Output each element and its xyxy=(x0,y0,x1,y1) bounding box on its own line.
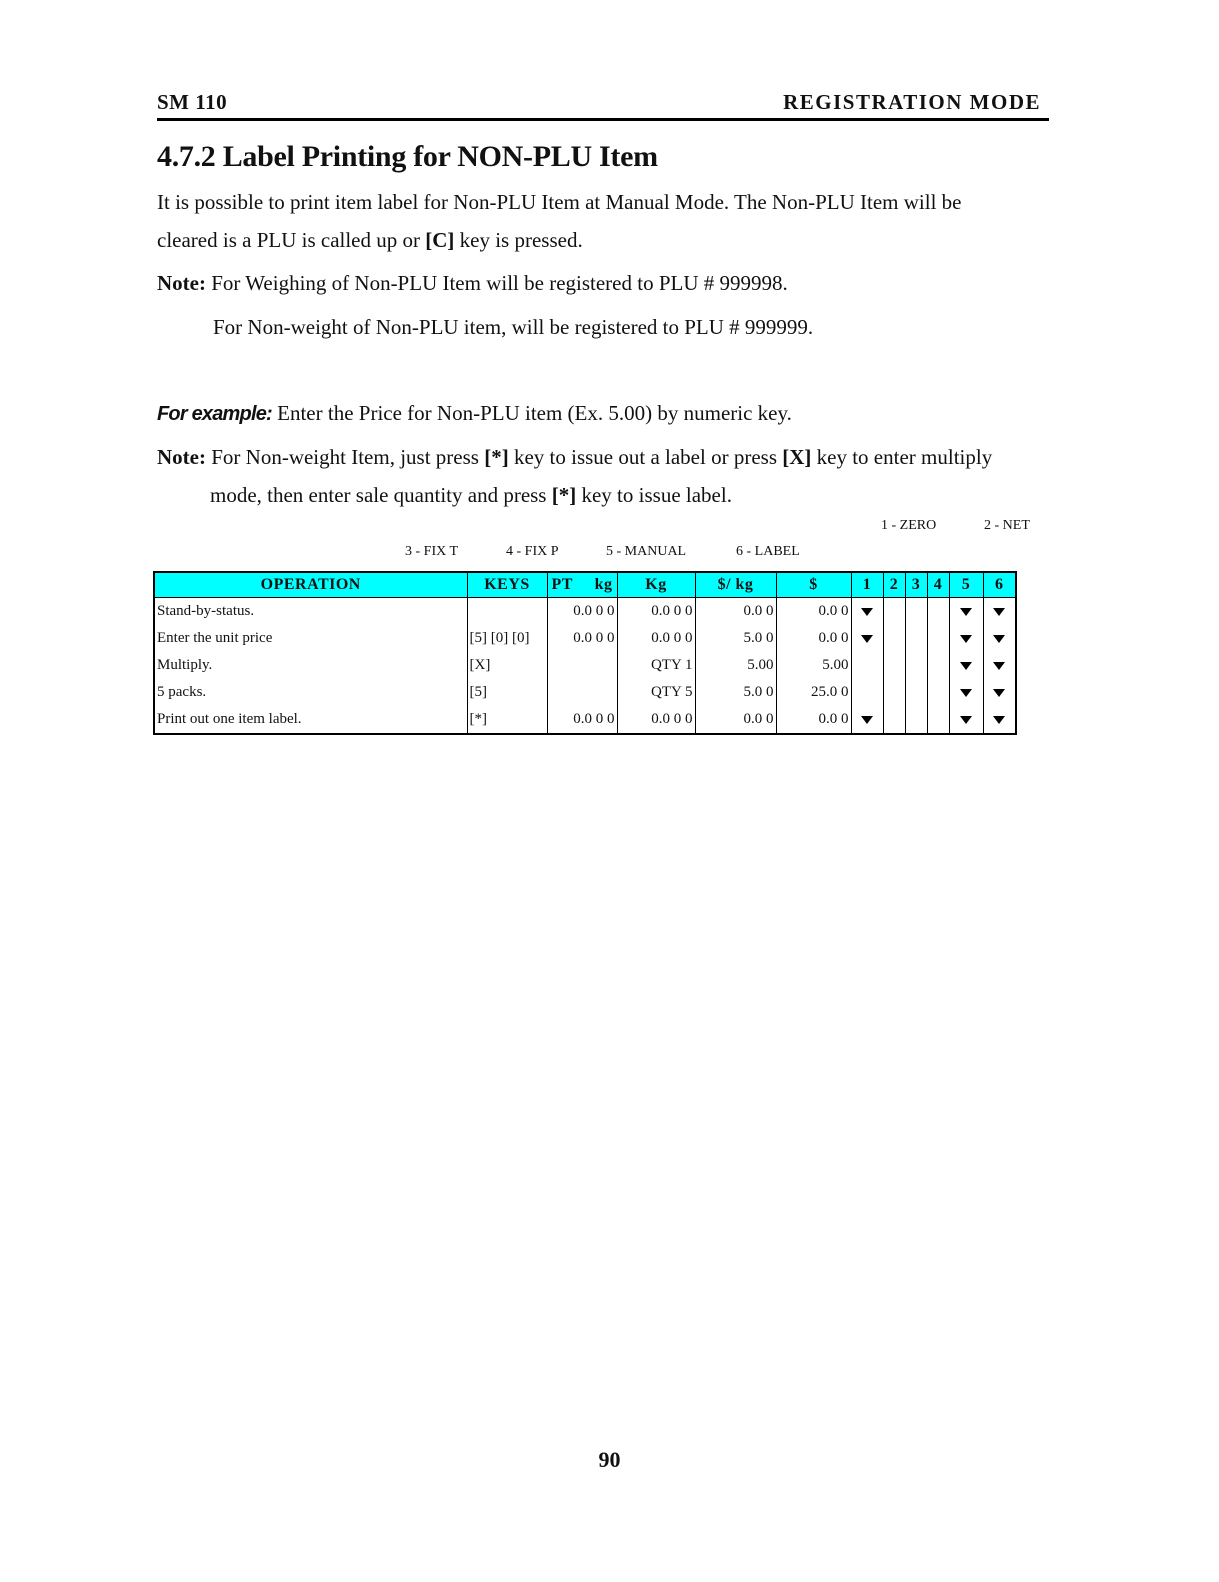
key-x: [X] xyxy=(782,445,812,469)
col-pt xyxy=(547,572,617,598)
pt-cell: 0.0 0 0 xyxy=(547,706,617,734)
kg-cell: 0.0 0 0 xyxy=(617,706,695,734)
triangle-down-icon xyxy=(993,608,1005,616)
kg-cell: QTY 1 xyxy=(617,652,695,679)
legend-net: 2 - NET xyxy=(984,518,1030,533)
note2-label: Note: xyxy=(157,445,206,469)
col-ind-1: 1 xyxy=(851,572,883,598)
col-operation: OPERATION xyxy=(154,572,467,598)
intro-paragraph xyxy=(157,183,1037,259)
col-pt-unit: kg xyxy=(594,576,613,593)
kg-cell: QTY 5 xyxy=(617,679,695,706)
keys-cell: [*] xyxy=(467,706,547,734)
col-unit-price: $/ kg xyxy=(695,572,776,598)
indicator-cell-6 xyxy=(983,679,1016,706)
indicator-cell-3 xyxy=(905,706,927,734)
triangle-down-icon xyxy=(960,635,972,643)
kg-cell: 0.0 0 0 xyxy=(617,598,695,626)
indicator-cell-4 xyxy=(927,679,949,706)
indicator-cell-6 xyxy=(983,598,1016,626)
pt-cell: 0.0 0 0 xyxy=(547,625,617,652)
keys-cell xyxy=(467,598,547,626)
example-text: Enter the Price for Non-PLU item (Ex. 5.00) by numeric key. xyxy=(271,401,792,425)
pt-cell xyxy=(547,679,617,706)
note2-t4: mode, then enter sale quantity and press xyxy=(210,483,552,507)
triangle-down-icon xyxy=(861,635,873,643)
note-weighing xyxy=(157,264,1037,302)
triangle-down-icon xyxy=(960,662,972,670)
page-header xyxy=(157,90,1049,121)
operations-table xyxy=(153,571,1017,735)
unit-price-cell: 5.0 0 xyxy=(695,625,776,652)
indicator-cell-6 xyxy=(983,625,1016,652)
header-model: SM 110 xyxy=(157,90,228,114)
col-keys: KEYS xyxy=(467,572,547,598)
indicator-cell-2 xyxy=(883,652,905,679)
col-ind-2: 2 xyxy=(883,572,905,598)
key-star: [*] xyxy=(484,445,509,469)
note2-line2 xyxy=(157,476,1037,514)
col-ind-3: 3 xyxy=(905,572,927,598)
indicator-cell-2 xyxy=(883,679,905,706)
table-header-row xyxy=(154,572,1016,598)
triangle-down-icon xyxy=(993,635,1005,643)
indicator-cell-6 xyxy=(983,706,1016,734)
indicator-cell-5 xyxy=(949,652,983,679)
col-total: $ xyxy=(776,572,851,598)
indicator-cell-1 xyxy=(851,706,883,734)
page-number: 90 xyxy=(598,1447,621,1472)
unit-price-cell: 5.00 xyxy=(695,652,776,679)
unit-price-cell: 0.0 0 xyxy=(695,706,776,734)
indicator-cell-5 xyxy=(949,625,983,652)
table-body xyxy=(154,598,1016,735)
table-row xyxy=(154,598,1016,626)
note2-t2: key to issue out a label or press xyxy=(508,445,783,469)
indicator-cell-1 xyxy=(851,598,883,626)
triangle-down-icon xyxy=(993,689,1005,697)
example-paragraph xyxy=(157,394,1037,433)
note-multiply xyxy=(157,438,1037,514)
triangle-down-icon xyxy=(861,608,873,616)
col-ind-4: 4 xyxy=(927,572,949,598)
example-label: For example: xyxy=(157,403,272,425)
col-kg: Kg xyxy=(617,572,695,598)
indicator-cell-1 xyxy=(851,652,883,679)
keys-cell: [5] [0] [0] xyxy=(467,625,547,652)
unit-price-cell: 0.0 0 xyxy=(695,598,776,626)
indicator-cell-2 xyxy=(883,598,905,626)
legend-fixp: 4 - FIX P xyxy=(506,544,559,559)
indicator-cell-3 xyxy=(905,625,927,652)
key-star-2: [*] xyxy=(551,483,577,507)
note2-t5: key to issue label. xyxy=(576,483,732,507)
triangle-down-icon xyxy=(993,662,1005,670)
total-cell: 0.0 0 xyxy=(776,706,851,734)
table-row xyxy=(154,679,1016,706)
col-ind-5: 5 xyxy=(949,572,983,598)
header-section: REGISTRATION MODE xyxy=(783,90,1041,114)
indicator-cell-3 xyxy=(905,679,927,706)
triangle-down-icon xyxy=(960,689,972,697)
indicator-cell-6 xyxy=(983,652,1016,679)
triangle-down-icon xyxy=(861,716,873,724)
section-title: 4.7.2 Label Printing for NON-PLU Item xyxy=(157,140,658,173)
operation-cell: Enter the unit price xyxy=(154,625,467,652)
operation-cell: Print out one item label. xyxy=(154,706,467,734)
note1-label: Note: xyxy=(157,271,206,295)
indicator-cell-2 xyxy=(883,625,905,652)
operation-cell: Multiply. xyxy=(154,652,467,679)
legend-manual: 5 - MANUAL xyxy=(606,544,687,559)
triangle-down-icon xyxy=(993,716,1005,724)
indicator-cell-5 xyxy=(949,679,983,706)
keys-cell: [X] xyxy=(467,652,547,679)
unit-price-cell: 5.0 0 xyxy=(695,679,776,706)
intro-line2a: cleared is a PLU is called up or xyxy=(157,228,426,252)
intro-line2b: key is pressed. xyxy=(454,228,583,252)
note1-text2: For Non-weight of Non-PLU item, will be registered to PLU # 999999. xyxy=(213,315,814,339)
pt-cell xyxy=(547,652,617,679)
triangle-down-icon xyxy=(960,608,972,616)
indicator-cell-3 xyxy=(905,652,927,679)
indicator-cell-3 xyxy=(905,598,927,626)
operation-cell: Stand-by-status. xyxy=(154,598,467,626)
note-nonweight xyxy=(213,308,1093,346)
pt-cell: 0.0 0 0 xyxy=(547,598,617,626)
table-row xyxy=(154,625,1016,652)
total-cell: 0.0 0 xyxy=(776,625,851,652)
indicator-cell-4 xyxy=(927,652,949,679)
operation-cell: 5 packs. xyxy=(154,679,467,706)
indicator-cell-4 xyxy=(927,598,949,626)
indicator-cell-4 xyxy=(927,625,949,652)
note2-t3: key to enter multiply xyxy=(811,445,993,469)
indicator-cell-2 xyxy=(883,706,905,734)
indicator-cell-5 xyxy=(949,598,983,626)
legend-fixt: 3 - FIX T xyxy=(405,544,459,559)
col-ind-6: 6 xyxy=(983,572,1016,598)
legend-label: 6 - LABEL xyxy=(736,544,800,559)
note2-t1: For Non-weight Item, just press xyxy=(205,445,485,469)
total-cell: 5.00 xyxy=(776,652,851,679)
indicator-cell-5 xyxy=(949,706,983,734)
triangle-down-icon xyxy=(960,716,972,724)
total-cell: 25.0 0 xyxy=(776,679,851,706)
col-pt-label: PT xyxy=(551,576,573,593)
legend-zero: 1 - ZERO xyxy=(881,518,937,533)
indicator-cell-1 xyxy=(851,679,883,706)
keys-cell: [5] xyxy=(467,679,547,706)
kg-cell: 0.0 0 0 xyxy=(617,625,695,652)
total-cell: 0.0 0 xyxy=(776,598,851,626)
key-c: [C] xyxy=(425,228,455,252)
table-row xyxy=(154,706,1016,734)
table-row xyxy=(154,652,1016,679)
indicator-cell-1 xyxy=(851,625,883,652)
intro-line1: It is possible to print item label for Non-PLU Item at Manual Mode. The Non-PLU Item will be xyxy=(157,190,962,214)
indicator-cell-4 xyxy=(927,706,949,734)
note1-text: For Weighing of Non-PLU Item will be registered to PLU # 999998. xyxy=(205,271,788,295)
